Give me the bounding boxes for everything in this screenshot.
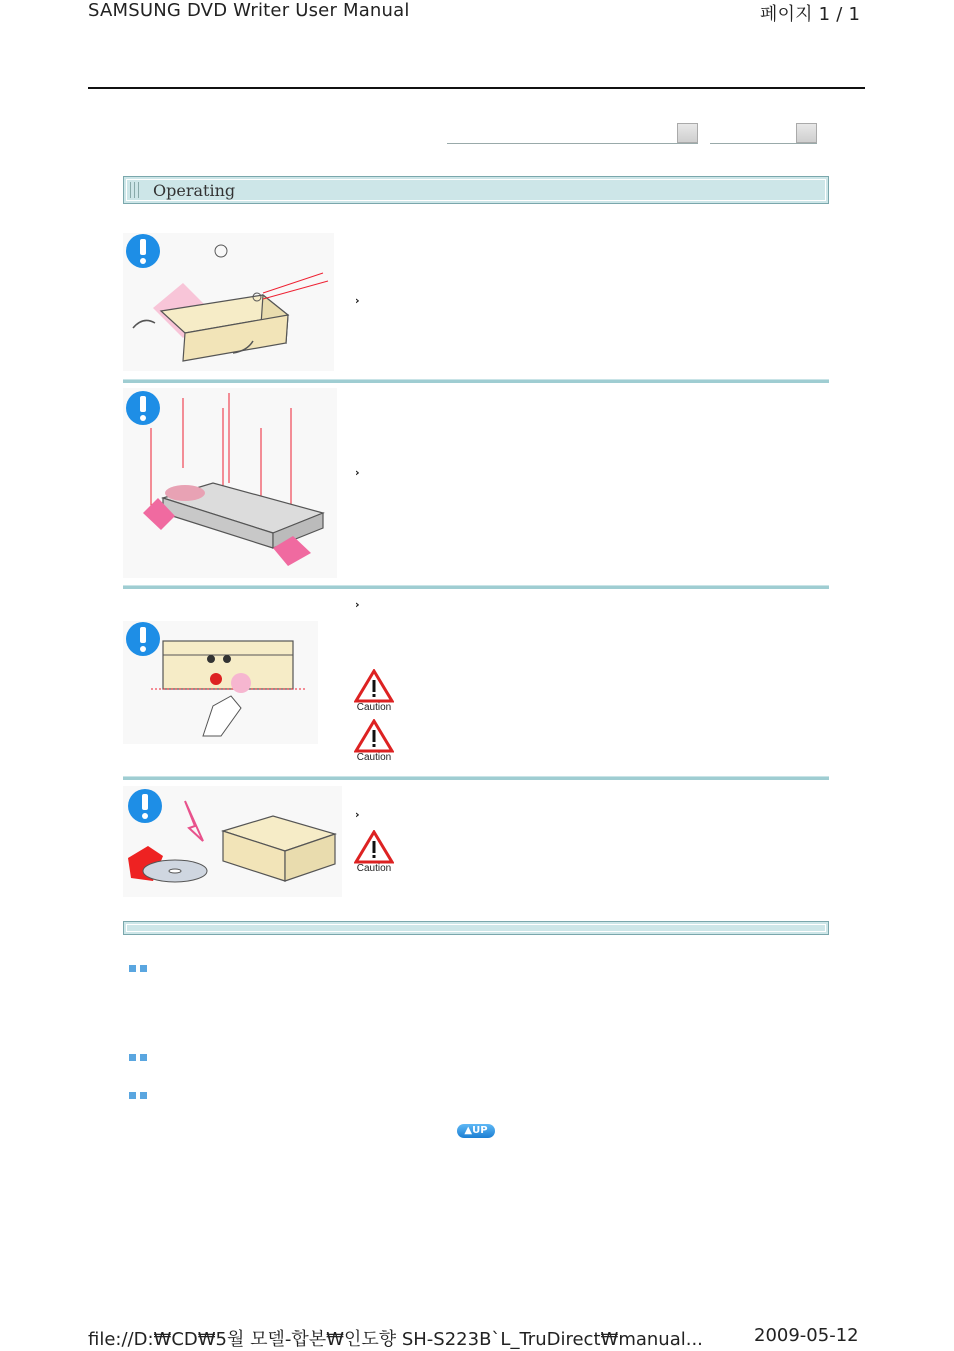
list-bullet: › — [355, 294, 360, 307]
section-title: Operating — [153, 181, 236, 200]
drive-foreign-object-illustration — [123, 621, 318, 744]
list-bullet: › — [355, 808, 360, 821]
drive-impact-illustration — [123, 233, 334, 371]
section-header — [123, 176, 829, 204]
drive-falling-illustration — [123, 388, 337, 578]
caution-sign — [354, 830, 394, 876]
section-lines-icon — [130, 182, 142, 198]
item-divider — [123, 776, 829, 780]
caution-label: Caution — [356, 702, 392, 713]
drive-damaged-disc-illustration — [123, 786, 342, 897]
list-bullet: › — [355, 466, 360, 479]
caution-triangle-icon — [354, 830, 394, 864]
subtopic-select[interactable] — [710, 121, 817, 144]
print-date: 2009-05-12 — [754, 1325, 859, 1346]
caution-sign — [354, 669, 394, 715]
item-divider — [123, 585, 829, 589]
header-rule — [88, 87, 865, 89]
list-bullet: › — [355, 598, 360, 611]
square-bullet-icon — [129, 1054, 147, 1061]
topic-select[interactable] — [447, 121, 698, 144]
square-bullet-icon — [129, 965, 147, 972]
page-indicator: 페이지 1 / 1 — [760, 4, 861, 25]
section-footer-bar — [123, 921, 829, 935]
square-bullet-icon — [129, 1092, 147, 1099]
dropdown-arrow-icon[interactable] — [677, 123, 698, 143]
caution-label: Caution — [356, 752, 392, 763]
caution-triangle-icon — [354, 719, 394, 753]
caution-sign — [354, 719, 394, 765]
file-path: file://D:₩CD₩5월 모델-합본₩인도향 SH-S223B`L_TruDirect₩manual... — [88, 1329, 703, 1350]
caution-triangle-icon — [354, 669, 394, 703]
back-to-top-button[interactable]: ▲UP — [457, 1124, 495, 1138]
document-title: SAMSUNG DVD Writer User Manual — [88, 0, 410, 21]
item-divider — [123, 379, 829, 383]
caution-label: Caution — [356, 863, 392, 874]
dropdown-arrow-icon[interactable] — [796, 123, 817, 143]
